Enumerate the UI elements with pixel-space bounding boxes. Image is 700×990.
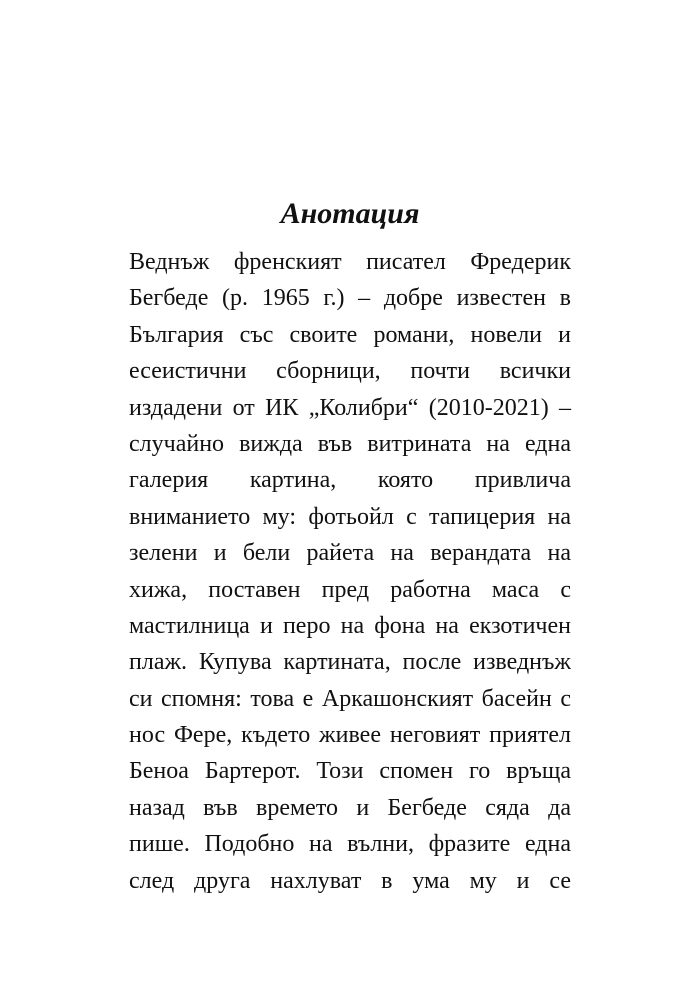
text-line: галерия картина, която привлича bbox=[129, 467, 571, 494]
text-line: мастилница и перо на фона на екзотичен bbox=[129, 612, 571, 639]
annotation-text bbox=[129, 244, 571, 899]
text-line: Веднъж френският писател Фредерик bbox=[129, 249, 571, 275]
text-line: пише. Подобно на вълни, фразите една bbox=[129, 831, 571, 858]
text-line: Беноа Бартерот. Този спомен го връща bbox=[129, 758, 571, 785]
text-line: издадени от ИК „Колибри“ (2010-2021) – bbox=[129, 394, 571, 421]
page-heading: Анотация bbox=[280, 197, 420, 230]
text-line: си спомня: това е Аркашонският басейн с bbox=[129, 685, 571, 712]
text-line: хижа, поставен пред работна маса с bbox=[129, 576, 571, 603]
text-line: есеистични сборници, почти всички bbox=[129, 358, 571, 385]
text-line: плаж. Купува картината, после изведнъж bbox=[129, 649, 571, 676]
text-line: зелени и бели райета на верандата на bbox=[129, 540, 571, 567]
text-line: след друга нахлуват в ума му и се bbox=[129, 867, 571, 894]
text-line: нос Фере, където живее неговият приятел bbox=[129, 722, 571, 749]
text-line: назад във времето и Бегбеде сяда да bbox=[129, 794, 571, 821]
text-line: България със своите романи, новели и bbox=[129, 321, 571, 348]
text-line: вниманието му: фотьойл с тапицерия на bbox=[129, 503, 571, 530]
text-line: Бегбеде (р. 1965 г.) – добре известен в bbox=[129, 285, 571, 312]
text-line: случайно вижда във витрината на една bbox=[129, 430, 571, 457]
